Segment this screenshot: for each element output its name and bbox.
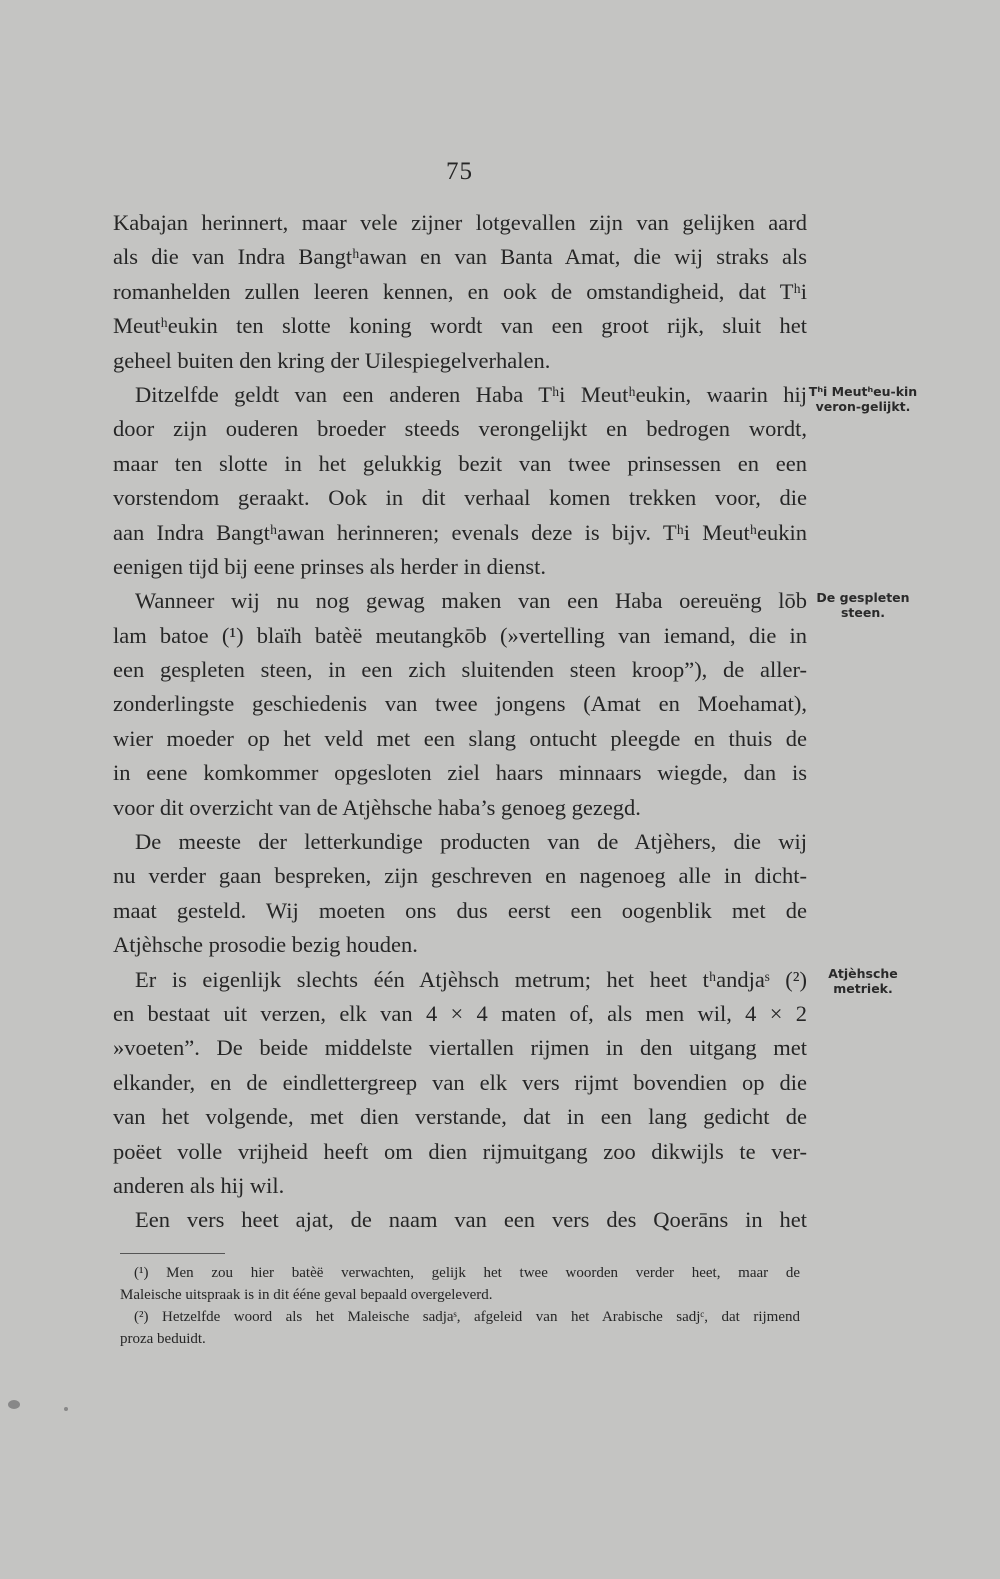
- text-line: zonderlingste geschiedenis van twee jongens (Amat en Moehamat),: [113, 691, 807, 717]
- footnotes: [120, 1262, 800, 1350]
- footnote-divider: [120, 1253, 225, 1254]
- text-line: »voeten”. De beide middelste viertallen rijmen in den uitgang met: [113, 1035, 807, 1061]
- text-line: Kabajan herinnert, maar vele zijner lotgevallen zijn van gelijken aard: [113, 210, 807, 235]
- text-line: en bestaat uit verzen, elk van 4 × 4 maten of, als men wil, 4 × 2: [113, 1000, 807, 1026]
- footnote-line: (²) Hetzelfde woord als het Maleische sadjaˢ, afgeleid van het Arabische sadjᶜ, dat rijmend: [134, 1309, 800, 1325]
- text-line: eenigen tijd bij eene prinses als herder in dienst.: [113, 553, 546, 579]
- margin-note: Atjèhsche metriek.: [828, 966, 898, 996]
- footnote-line: (¹) Men zou hier batèë verwachten, gelijk het twee woorden verder heet, maar de: [134, 1265, 800, 1281]
- margin-note: Tʰi Meutʰeu-kin veron-gelijkt.: [808, 384, 918, 414]
- text-line: romanhelden zullen leeren kennen, en ook de omstandigheid, dat Tʰi: [113, 278, 807, 304]
- body-text: [113, 206, 807, 1238]
- text-line: poëet volle vrijheid heeft om dien rijmuitgang zoo dikwijls te ver-: [113, 1138, 807, 1164]
- footnote-line: proza beduidt.: [120, 1331, 206, 1347]
- paper-speck: [64, 1407, 68, 1411]
- text-line: geheel buiten den kring der Uilespiegelverhalen.: [113, 347, 551, 373]
- text-line: De meeste der letterkundige producten van de Atjèhers, die wij: [135, 829, 807, 855]
- text-line: Ditzelfde geldt van een anderen Haba Tʰi Meutʰeukin, waarin hij: [135, 381, 807, 407]
- text-line: Atjèhsche prosodie bezig houden.: [113, 932, 418, 958]
- page-number: 75: [446, 158, 473, 185]
- text-line: maar ten slotte in het gelukkig bezit van twee prinsessen en een: [113, 450, 807, 476]
- text-line: door zijn ouderen broeder steeds verongelijkt en bedrogen wordt,: [113, 416, 807, 442]
- text-line: anderen als hij wil.: [113, 1172, 285, 1198]
- paper-speck: [8, 1400, 20, 1409]
- footnote-line: Maleische uitspraak is in dit ééne geval bepaald overgeleverd.: [120, 1287, 493, 1303]
- margin-note: De gespleten steen.: [816, 590, 910, 620]
- text-line: vorstendom geraakt. Ook in dit verhaal komen trekken voor, die: [113, 485, 807, 511]
- text-line: aan Indra Bangtʰawan herinneren; evenals deze is bijv. Tʰi Meutʰeukin: [113, 519, 807, 545]
- text-line: als die van Indra Bangtʰawan en van Banta Amat, die wij straks als: [113, 244, 807, 270]
- text-line: Er is eigenlijk slechts één Atjèhsch metrum; het heet tʰandjaˢ (²): [135, 966, 807, 992]
- text-line: voor dit overzicht van de Atjèhsche haba’s genoeg gezegd.: [113, 794, 641, 820]
- text-line: lam batoe (¹) blaïh batèë meutangkōb (»vertelling van iemand, die in: [113, 622, 807, 648]
- text-line: maat gesteld. Wij moeten ons dus eerst een oogenblik met de: [113, 897, 807, 923]
- text-line: elkander, en de eindlettergreep van elk vers rijmt bovendien op die: [113, 1069, 807, 1095]
- text-line: een gespleten steen, in een zich sluitenden steen kroop”), de aller-: [113, 657, 807, 683]
- text-line: Een vers heet ajat, de naam van een vers des Qoerāns in het: [135, 1207, 807, 1233]
- text-line: in eene komkommer opgesloten ziel haars minnaars wiegde, dan is: [113, 760, 807, 786]
- text-line: Wanneer wij nu nog gewag maken van een Haba oereuëng lōb: [135, 588, 807, 614]
- text-line: Meutʰeukin ten slotte koning wordt van een groot rijk, sluit het: [113, 313, 807, 339]
- text-line: nu verder gaan bespreken, zijn geschreven en nagenoeg alle in dicht-: [113, 863, 807, 889]
- text-line: van het volgende, met dien verstande, dat in een lang gedicht de: [113, 1104, 807, 1130]
- text-line: wier moeder op het veld met een slang ontucht pleegde en thuis de: [113, 725, 807, 751]
